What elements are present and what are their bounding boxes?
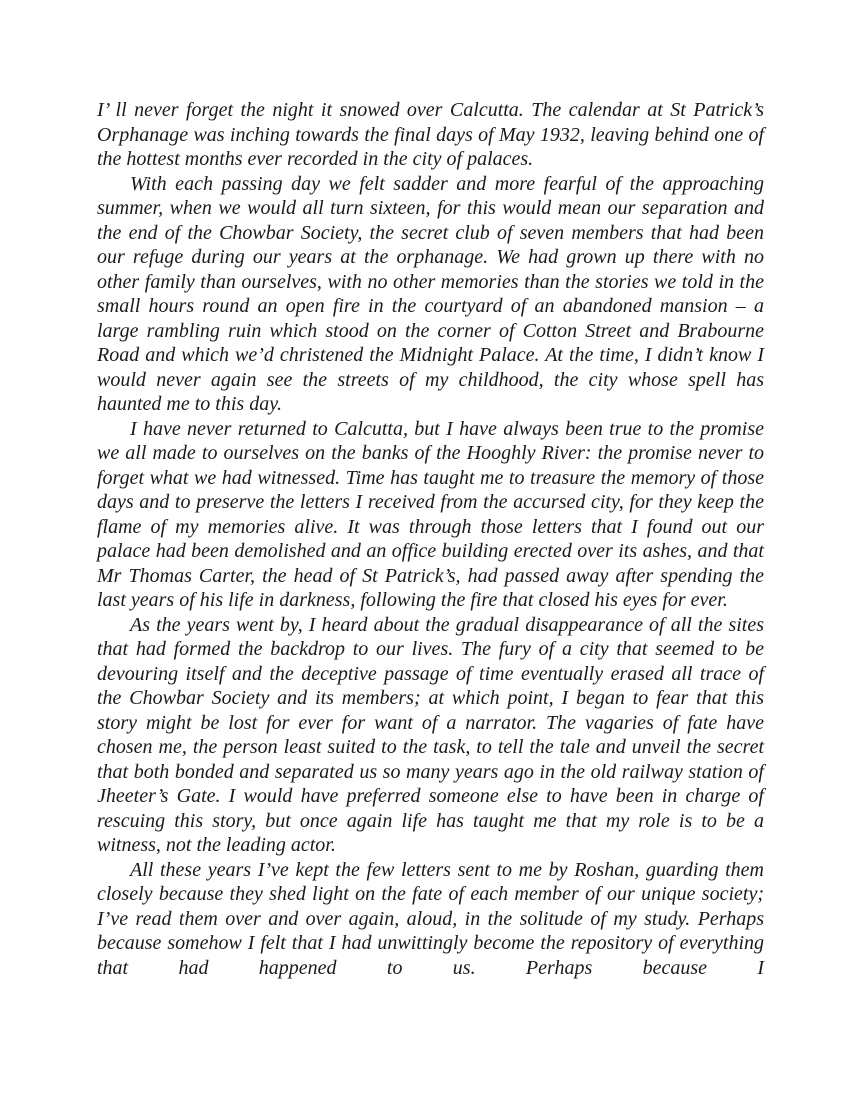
body-text: [97, 98, 764, 980]
paragraph-opening: I’ ll never forget the night it snowed over Calcutta. The calendar at St Patrick’s Orphanage was inching towards the final days of May 1932, leaving behind one of the hottest months ever recorded in the city of palaces.: [97, 99, 764, 170]
paragraph: As the years went by, I heard about the gradual disappearance of all the sites that had formed the backdrop to our lives. The fury of a city that seemed to be devouring itself and the deceptive passage of time eventually erased all trace of the Chowbar Society and its members; at which point, I began to fear that this story might be lost for ever for want of a narrator. The vagaries of fate have chosen me, the person least suited to the task, to tell the tale and unveil the secret that both bonded and separated us so many years ago in the old railway station of Jheeter’s Gate. I would have preferred someone else to have been in charge of rescuing this story, but once again life has taught me that my role is to be a witness, not the leading actor.: [97, 613, 764, 856]
paragraph: With each passing day we felt sadder and more fearful of the approaching summer, when we would all turn sixteen, for this would mean our separation and the end of the Chowbar Society, the secret club of seven members that had been our refuge during our years at the orphanage. We had grown up there with no other family than ourselves, with no other memories than the stories we told in the small hours round an open fire in the courtyard of an abandoned mansion – a large rambling ruin which stood on the corner of Cotton Street and Brabourne Road and which we’d christened the Midnight Palace. At the time, I didn’t know I would never again see the streets of my childhood, the city whose spell has haunted me to this day.: [97, 172, 764, 415]
paragraph: I have never returned to Calcutta, but I have always been true to the promise we all made to ourselves on the banks of the Hooghly River: the promise never to forget what we had witnessed. Time has taught me to treasure the memory of those days and to preserve the letters I received from the accursed city, for they keep the flame of my memories alive. It was through those letters that I found out our palace had been demolished and an office building erected over its ashes, and that Mr Thomas Carter, the head of St Patrick’s, had passed away after spending the last years of his life in darkness, following the fire that closed his eyes for ever.: [97, 417, 764, 611]
paragraph-continued-next-page: All these years I’ve kept the few letters sent to me by Roshan, guarding them closely because they shed light on the fate of each member of our unique society; I’ve read them over and over again, aloud, in the solitude of my study. Perhaps because somehow I felt that I had unwittingly become the repository of everything that had happened to us. Perhaps because I: [97, 858, 764, 979]
